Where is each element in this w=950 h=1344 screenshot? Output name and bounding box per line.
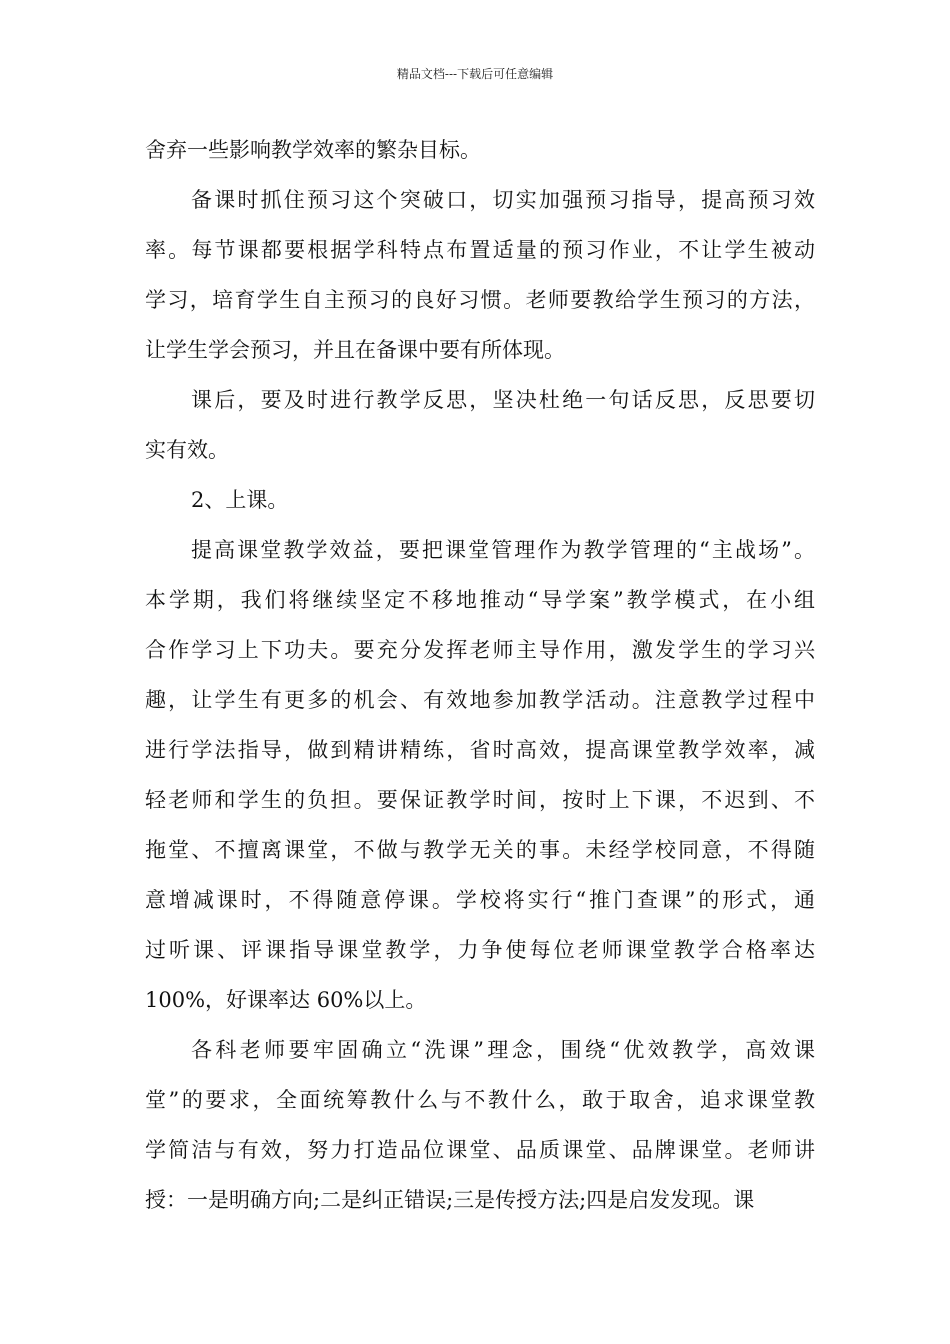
page-header: 精品文档---下载后可任意编辑	[396, 67, 554, 81]
text-line: 学简洁与有效，努力打造品位课堂、品质课堂、品牌课堂。老师讲	[145, 1138, 815, 1162]
text-line: 堂”的要求，全面统筹教什么与不教什么，敢于取舍，追求课堂教	[145, 1088, 815, 1112]
text-line: 100%，好课率达 60%以上。	[145, 988, 427, 1012]
text-line: 让学生学会预习，并且在备课中要有所体现。	[145, 338, 565, 362]
text-line: 授：一是明确方向;二是纠正错误;三是传授方法;四是启发发现。课	[145, 1188, 755, 1212]
text-line: 合作学习上下功夫。要充分发挥老师主导作用，激发学生的学习兴	[145, 638, 815, 662]
text-line: 舍弃一些影响教学效率的繁杂目标。	[145, 138, 481, 162]
text-line: 2、上课。	[191, 488, 289, 512]
text-line: 课后，要及时进行教学反思，坚决杜绝一句话反思，反思要切	[191, 388, 815, 412]
paragraph	[145, 475, 815, 525]
paragraph	[145, 525, 815, 1025]
text-line: 率。每节课都要根据学科特点布置适量的预习作业，不让学生被动	[145, 238, 815, 262]
text-line: 学习，培育学生自主预习的良好习惯。老师要教给学生预习的方法，	[145, 288, 815, 312]
text-line: 拖堂、不擅离课堂，不做与教学无关的事。未经学校同意，不得随	[145, 838, 815, 862]
text-line: 本学期，我们将继续坚定不移地推动“导学案”教学模式，在小组	[145, 588, 815, 612]
paragraph	[145, 175, 815, 375]
paragraph	[145, 1025, 815, 1225]
document-body	[145, 125, 815, 1225]
text-line: 趣，让学生有更多的机会、有效地参加教学活动。注意教学过程中	[145, 688, 815, 712]
paragraph	[145, 125, 815, 175]
text-line: 实有效。	[145, 438, 229, 462]
text-line: 备课时抓住预习这个突破口，切实加强预习指导，提高预习效	[191, 188, 815, 212]
text-line: 各科老师要牢固确立“洗课”理念，围绕“优效教学，高效课	[191, 1038, 815, 1062]
text-line: 进行学法指导，做到精讲精练，省时高效，提高课堂教学效率，减	[145, 738, 815, 762]
paragraph	[145, 375, 815, 475]
text-line: 提高课堂教学效益，要把课堂管理作为教学管理的“主战场”。	[191, 538, 815, 562]
text-line: 轻老师和学生的负担。要保证教学时间，按时上下课，不迟到、不	[145, 788, 815, 812]
text-line: 过听课、评课指导课堂教学，力争使每位老师课堂教学合格率达	[145, 938, 815, 962]
text-line: 意增减课时，不得随意停课。学校将实行“推门查课”的形式，通	[145, 888, 815, 912]
